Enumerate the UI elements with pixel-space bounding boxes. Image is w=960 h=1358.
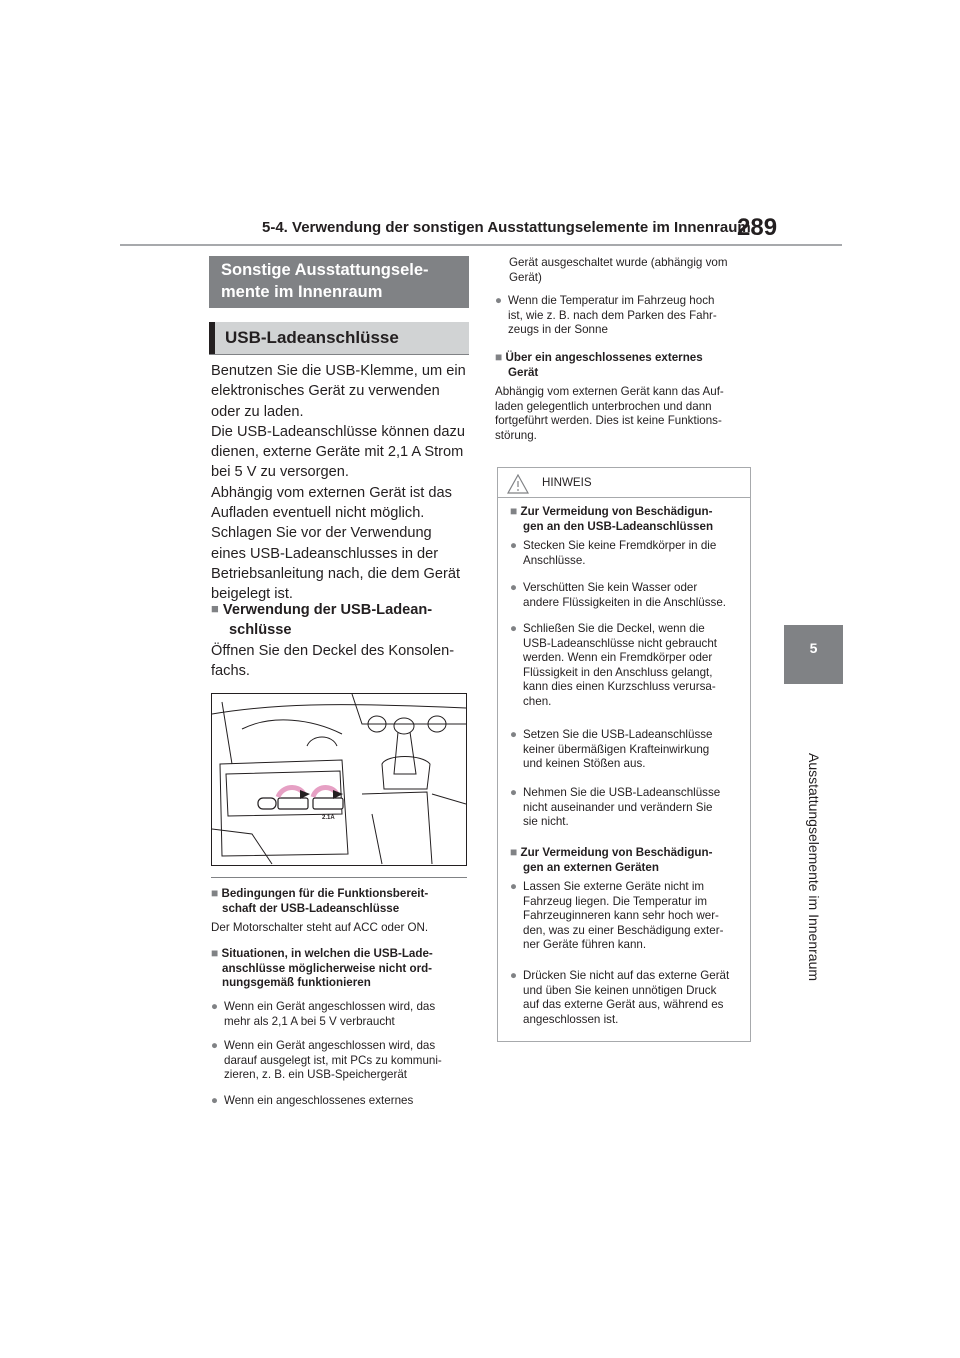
item-line: Setzen Sie die USB-Ladeanschlüsse: [523, 728, 713, 741]
subsection-rule: [209, 354, 469, 355]
item-line: sie nicht.: [523, 815, 569, 829]
square-bullet-icon: ■: [211, 886, 219, 900]
item-line: Wenn die Temperatur im Fahrzeug hoch: [508, 294, 715, 307]
usage-text: [211, 641, 454, 682]
list-item: [211, 1094, 473, 1109]
list-item: [510, 969, 750, 1027]
chapter-tab-label: Ausstattungselemente im Innenraum: [806, 753, 822, 982]
item-line: Wenn ein angeschlossenes externes: [224, 1094, 414, 1107]
text-line: dienen, externe Geräte mit 2,1 A Strom: [211, 444, 464, 461]
text-line: Abhängig vom externen Gerät ist das: [211, 484, 452, 501]
console-illustration: [211, 693, 467, 866]
text-line: Schlagen Sie vor der Verwendung: [211, 525, 432, 542]
section-title: [209, 256, 469, 308]
chapter-tab-number: 5: [809, 640, 818, 656]
text-line: laden gelegentlich unterbrochen und dann: [495, 399, 712, 413]
text-line: bei 5 V zu versorgen.: [211, 464, 349, 481]
text-line: Betriebsanleitung nach, die dem Gerät: [211, 565, 461, 582]
text-line: eines USB-Ladeanschlusses in der: [211, 545, 439, 562]
heading-line: Über ein angeschlossenes externes: [505, 351, 703, 364]
text-line: elektronisches Gerät zu verwenden: [211, 383, 440, 400]
item-line: auf das externe Gerät aus, während es: [523, 998, 724, 1012]
usb-current-label: 2.1A: [322, 815, 335, 821]
heading-line: schaft der USB-Ladeanschlüsse: [222, 901, 400, 915]
item-line: Fahrzeug liegen. Die Temperatur im: [523, 894, 708, 908]
square-bullet-icon: ■: [510, 504, 518, 518]
item-line: Schließen Sie die Deckel, wenn die: [523, 622, 705, 635]
circle-bullet-icon: ●: [510, 622, 518, 635]
text-line: Öffnen Sie den Deckel des Konsolen-: [211, 643, 455, 659]
item-line: chen.: [523, 694, 552, 708]
square-bullet-icon: ■: [510, 845, 518, 859]
conditions-text: Der Motorschalter steht auf ACC oder ON.: [211, 921, 429, 934]
heading-line: Bedingungen für die Funktionsbereit-: [221, 887, 429, 900]
heading-line: gen an den USB-Ladeanschlüssen: [523, 519, 714, 533]
text-line: Die USB-Ladeanschlüsse können dazu: [211, 423, 465, 440]
item-line: ner Geräte führen kann.: [523, 938, 647, 952]
external-text: [495, 385, 757, 443]
heading-line: nungsgemäß funktionieren: [222, 976, 371, 990]
item-line: Fahrzeuginneren kann sehr hoch wer-: [523, 909, 719, 923]
note-title: HINWEIS: [542, 476, 592, 489]
list-item: [510, 622, 750, 710]
text-line: Gerät): [509, 270, 542, 284]
item-line: den, was zu einer Beschädigung exter-: [523, 923, 724, 937]
item-line: zieren, z. B. ein USB-Speichergerät: [224, 1068, 408, 1082]
section-separator: [211, 877, 467, 878]
item-line: Drücken Sie nicht auf das externe Gerät: [523, 969, 730, 982]
circle-bullet-icon: ●: [510, 539, 518, 552]
external-heading: [495, 350, 757, 380]
circle-bullet-icon: ●: [510, 728, 518, 741]
section-title-line: Sonstige Ausstattungsele-: [221, 261, 429, 279]
heading-line: Verwendung der USB-Ladean-: [222, 602, 433, 618]
heading-line: anschlüsse möglicherweise nicht ord-: [222, 961, 433, 975]
text-line: oder zu laden.: [211, 403, 304, 420]
circle-bullet-icon: ●: [510, 581, 518, 594]
item-line: und keinen Stößen aus.: [523, 757, 646, 771]
section-title-line: mente im Innenraum: [221, 283, 383, 301]
text-line: beigelegt ist.: [211, 586, 293, 603]
list-item: [211, 1000, 473, 1029]
list-item: [510, 786, 750, 830]
item-line: angeschlossen ist.: [523, 1012, 619, 1026]
square-bullet-icon: ■: [211, 601, 219, 616]
circle-bullet-icon: ●: [211, 1039, 219, 1052]
text-line: störung.: [495, 428, 537, 442]
continued-text: [509, 256, 727, 285]
circle-bullet-icon: ●: [510, 786, 518, 799]
square-bullet-icon: ■: [211, 946, 219, 960]
chapter-title: 5-4. Verwendung der sonstigen Ausstattungselemente im Innenraum: [262, 219, 751, 236]
item-line: Flüssigkeit in den Anschluss gelangt,: [523, 665, 713, 679]
text-line: Aufladen eventuell nicht möglich.: [211, 505, 425, 522]
text-line: Abhängig vom externen Gerät kann das Auf-: [495, 385, 724, 398]
item-line: darauf ausgelegt ist, mit PCs zu kommuni-: [224, 1053, 442, 1067]
list-item: [211, 1039, 473, 1083]
text-line: Gerät ausgeschaltet wurde (abhängig vom: [509, 256, 728, 269]
heading-line: gen an externen Geräten: [523, 860, 659, 874]
text-line: fachs.: [211, 663, 250, 680]
note-heading: [510, 845, 750, 875]
item-line: USB-Ladeanschlüsse nicht gebraucht: [523, 636, 717, 650]
item-line: Stecken Sie keine Fremdkörper in die: [523, 539, 717, 552]
list-item: [510, 728, 750, 772]
list-item: [510, 880, 750, 953]
header-rule: [120, 244, 842, 246]
circle-bullet-icon: ●: [495, 294, 503, 307]
item-line: andere Flüssigkeiten in die Anschlüsse.: [523, 595, 727, 609]
intro-text: [211, 361, 466, 605]
item-line: Lassen Sie externe Geräte nicht im: [523, 880, 705, 893]
item-line: nicht auseinander und verändern Sie: [523, 800, 713, 814]
note-separator: [497, 497, 751, 498]
text-line: fortgeführt werden. Dies ist keine Funktions-: [495, 414, 722, 428]
square-bullet-icon: ■: [495, 350, 503, 364]
circle-bullet-icon: ●: [211, 1094, 219, 1107]
situations-heading: [211, 946, 473, 991]
list-item: [510, 539, 750, 568]
item-line: keiner übermäßigen Krafteinwirkung: [523, 742, 710, 756]
item-line: werden. Wenn ein Fremdkörper oder: [523, 651, 713, 665]
item-line: zeugs in der Sonne: [508, 323, 608, 337]
circle-bullet-icon: ●: [211, 1000, 219, 1013]
text-line: Benutzen Sie die USB-Klemme, um ein: [211, 363, 466, 379]
item-line: und üben Sie keinen unnötigen Druck: [523, 983, 717, 997]
list-item: [495, 294, 757, 338]
heading-line: Situationen, in welchen die USB-Lade-: [221, 947, 433, 960]
item-line: Wenn ein Gerät angeschlossen wird, das: [224, 1039, 436, 1052]
heading-line: Zur Vermeidung von Beschädigun-: [520, 846, 713, 859]
circle-bullet-icon: ●: [510, 880, 518, 893]
usage-heading: [211, 599, 432, 640]
warning-triangle-icon: [507, 474, 529, 494]
heading-line: schlüsse: [229, 622, 292, 638]
note-heading: [510, 504, 750, 534]
heading-line: Zur Vermeidung von Beschädigun-: [520, 505, 713, 518]
heading-line: Gerät: [508, 365, 539, 379]
item-line: Wenn ein Gerät angeschlossen wird, das: [224, 1000, 436, 1013]
console-drawing: [212, 694, 466, 865]
item-line: ist, wie z. B. nach dem Parken des Fahr-: [508, 308, 717, 322]
page-number: 289: [737, 214, 778, 241]
item-line: Nehmen Sie die USB-Ladeanschlüsse: [523, 786, 721, 799]
list-item: [510, 581, 750, 610]
subsection-title: USB-Ladeanschlüsse: [209, 322, 469, 354]
item-line: Verschütten Sie kein Wasser oder: [523, 581, 698, 594]
circle-bullet-icon: ●: [510, 969, 518, 982]
conditions-heading: [211, 886, 473, 916]
item-line: kann dies einen Kurzschluss verursa-: [523, 680, 716, 694]
item-line: Anschlüsse.: [523, 553, 586, 567]
item-line: mehr als 2,1 A bei 5 V verbraucht: [224, 1014, 395, 1028]
